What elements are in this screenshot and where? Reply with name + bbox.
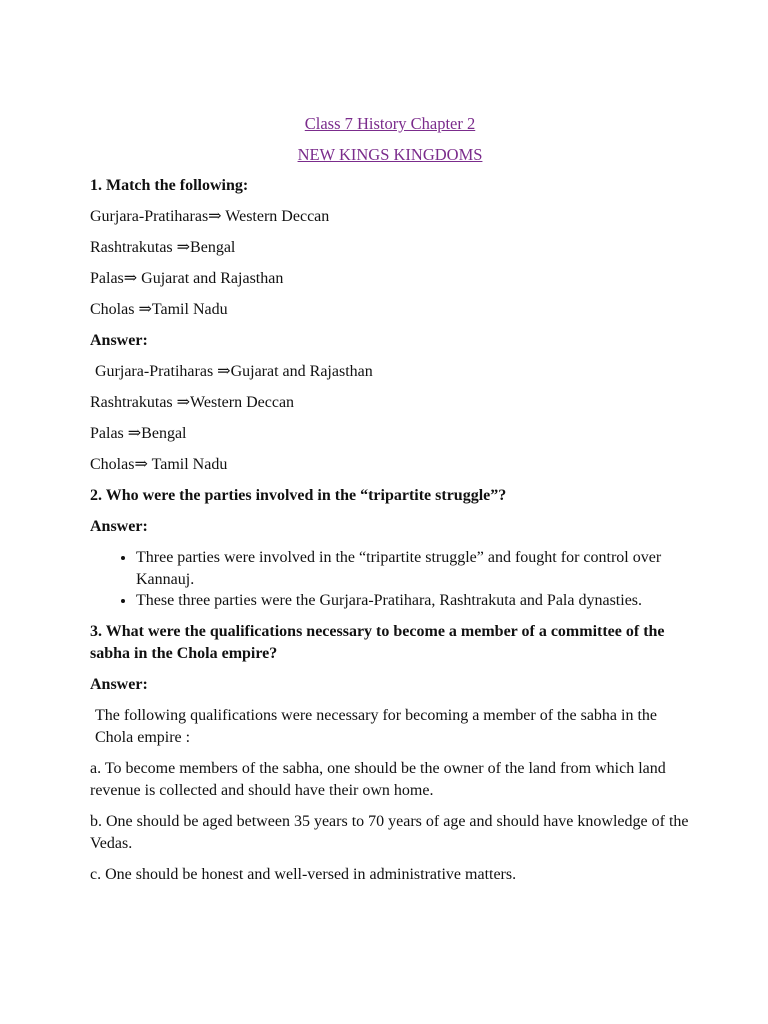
document-subtitle[interactable]: NEW KINGS KINGDOMS — [297, 145, 483, 164]
document-page — [90, 113, 690, 895]
answer-intro: The following qualifications were necessary for becoming a member of the sabha in the Chola empire : — [95, 706, 658, 746]
question-1: 1. Match the following: — [90, 177, 249, 194]
qualification-point: c. One should be honest and well-versed in administrative matters. — [90, 865, 517, 883]
answer-label: Answer: — [90, 675, 148, 693]
answer-bullet-list — [90, 547, 690, 612]
question-3: 3. What were the qualifications necessary to become a member of a committee of the sabha in the Chola empire? — [90, 622, 665, 662]
match-pair: Palas⇒ Gujarat and Rajasthan — [90, 270, 284, 287]
answer-pair: Rashtrakutas ⇒Western Deccan — [90, 394, 295, 411]
match-pair: Rashtrakutas ⇒Bengal — [90, 239, 236, 256]
answer-pair: Palas ⇒Bengal — [90, 425, 187, 442]
match-pair: Cholas ⇒Tamil Nadu — [90, 301, 228, 318]
answer-pair: Gurjara-Pratiharas ⇒Gujarat and Rajasthan — [95, 363, 373, 380]
answer-pair: Cholas⇒ Tamil Nadu — [90, 456, 228, 473]
qualification-point: a. To become members of the sabha, one should be the owner of the land from which land revenue is collected and should have their own home. — [90, 759, 666, 799]
answer-label: Answer: — [90, 332, 148, 349]
match-pair: Gurjara-Pratiharas⇒ Western Deccan — [90, 208, 330, 225]
question-2: 2. Who were the parties involved in the “tripartite struggle”? — [90, 487, 507, 504]
qualification-point: b. One should be aged between 35 years to 70 years of age and should have knowledge of the Vedas. — [90, 812, 689, 852]
bullet-item: • These three parties were the Gurjara-Pratihara, Rashtrakuta and Pala dynasties. — [136, 590, 690, 612]
bullet-item: • Three parties were involved in the “tripartite struggle” and fought for control over Kannauj. — [136, 547, 690, 590]
document-title[interactable]: Class 7 History Chapter 2 — [304, 114, 476, 133]
answer-label: Answer: — [90, 518, 148, 535]
